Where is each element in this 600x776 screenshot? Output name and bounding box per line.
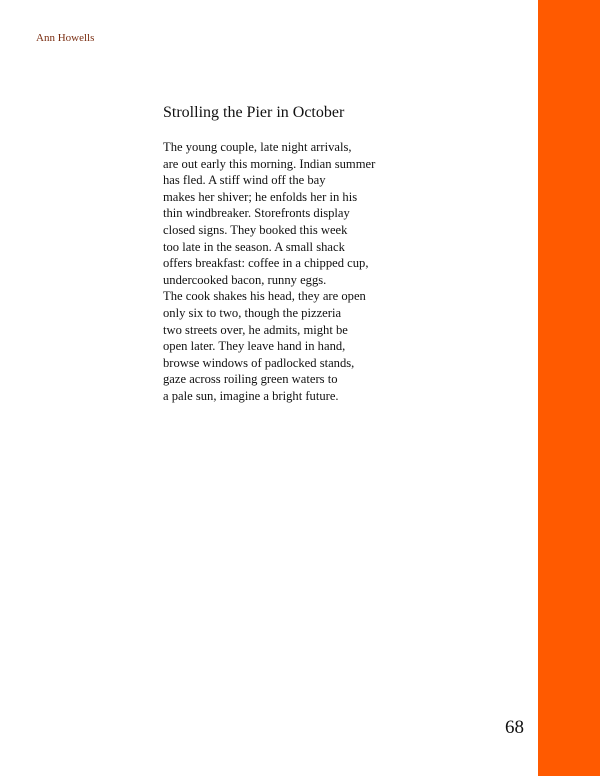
poem-line: two streets over, he admits, might be	[163, 322, 348, 337]
poem-line: open later. They leave hand in hand,	[163, 339, 346, 354]
poem-line: undercooked bacon, runny eggs.	[163, 272, 327, 287]
poem-line: too late in the season. A small shack	[163, 239, 345, 254]
poem-line: only six to two, though the pizzeria	[163, 305, 342, 320]
poem-line: gaze across roiling green waters to	[163, 372, 338, 387]
poem-body	[163, 139, 375, 405]
poem-line: browse windows of padlocked stands,	[163, 355, 355, 370]
poem-line: are out early this morning. Indian summer	[163, 156, 376, 171]
poem-line: offers breakfast: coffee in a chipped cup,	[163, 256, 369, 271]
poem-line: The cook shakes his head, they are open	[163, 289, 366, 304]
author-name: Ann Howells	[36, 32, 95, 44]
page-number: 68	[505, 717, 524, 738]
poem-line: thin windbreaker. Storefronts display	[163, 206, 350, 221]
poem-line: makes her shiver; he enfolds her in his	[163, 189, 358, 204]
poem-title: Strolling the Pier in October	[163, 104, 345, 121]
accent-side-band	[538, 0, 600, 776]
poem-line: a pale sun, imagine a bright future.	[163, 388, 339, 403]
poem-line: has fled. A stiff wind off the bay	[163, 173, 326, 188]
poem-line: The young couple, late night arrivals,	[163, 140, 352, 154]
poem-line: closed signs. They booked this week	[163, 222, 348, 237]
